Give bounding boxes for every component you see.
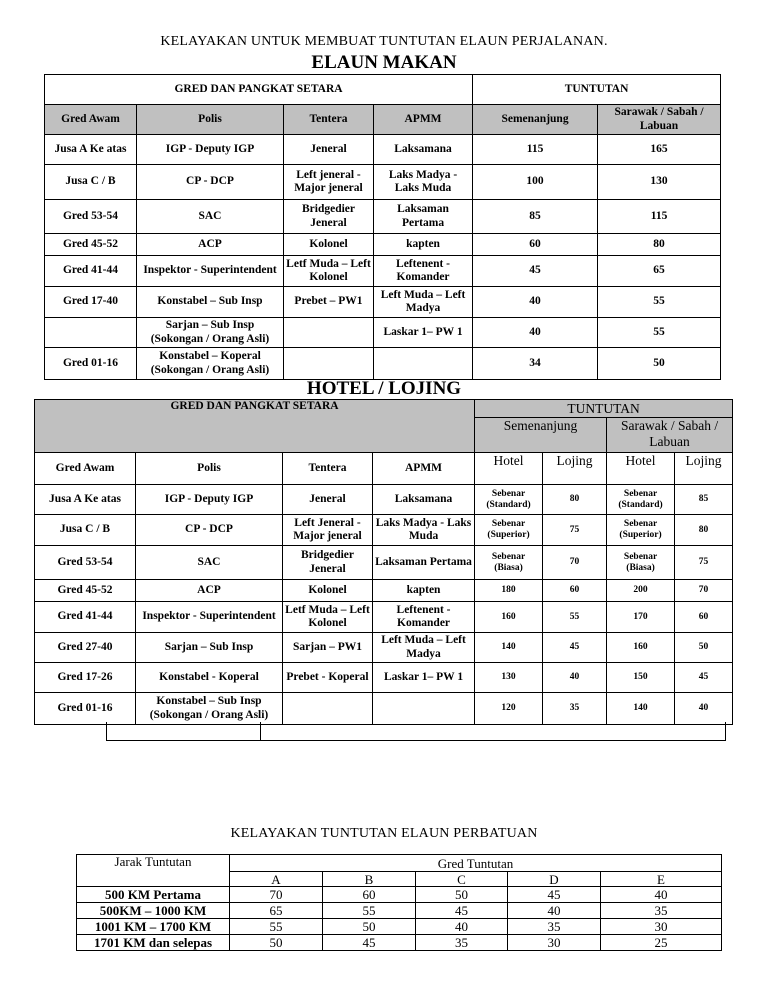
table-header-row: [35, 400, 733, 418]
column-header: Tentera: [284, 105, 374, 135]
table-cell: SAC: [137, 200, 284, 234]
table-row: [45, 135, 721, 165]
table-cell: 40: [601, 887, 722, 903]
table-cell: 35: [508, 919, 601, 935]
table-cell: Sebenar (Superior): [475, 515, 543, 546]
table-row: [45, 200, 721, 234]
table-cell: Laksaman Pertama: [373, 546, 475, 580]
table-row: [77, 935, 722, 951]
group-header: Gred Tuntutan: [230, 855, 722, 872]
table-cell: Sarjan – PW1: [283, 633, 373, 663]
table-cell: 115: [598, 200, 721, 234]
table-cell: Gred 17-40: [45, 287, 137, 318]
table-cell: Sebenar (Standard): [607, 485, 675, 515]
table-cell: [374, 348, 473, 380]
table-cell: 70: [230, 887, 323, 903]
table-header-row: [77, 855, 722, 872]
column-header: D: [508, 872, 601, 887]
table-cell: Laks Madya - Laks Muda: [373, 515, 475, 546]
table-cell: 35: [416, 935, 508, 951]
table-cell: Laskar 1– PW 1: [374, 318, 473, 348]
table-cell: 40: [675, 693, 733, 725]
document-title: KELAYAKAN UNTUK MEMBUAT TUNTUTAN ELAUN PERJALANAN.: [160, 34, 608, 49]
table-cell: Sebenar (Standard): [475, 485, 543, 515]
column-header: Tentera: [283, 453, 373, 485]
column-header: Hotel: [475, 453, 543, 485]
section-title-hotel-lojing: HOTEL / LOJING: [306, 378, 462, 399]
table-cell: Gred 45-52: [35, 580, 136, 602]
table-cell: Laskar 1– PW 1: [373, 663, 475, 693]
table-cell: 35: [601, 903, 722, 919]
table-cell: Left Muda – Left Madya: [373, 633, 475, 663]
table-cell: 115: [473, 135, 598, 165]
column-header: Polis: [136, 453, 283, 485]
table-cell: Prebet – PW1: [284, 287, 374, 318]
claim-header: TUNTUTAN: [473, 75, 721, 105]
table-cell: 170: [607, 602, 675, 633]
table-row: [35, 580, 733, 602]
table-row: [45, 287, 721, 318]
table-cell: 140: [607, 693, 675, 725]
table-cell: 55: [230, 919, 323, 935]
table-cell: 500KM – 1000 KM: [77, 903, 230, 919]
column-header: A: [230, 872, 323, 887]
column-header: Sarawak / Sabah / Labuan: [598, 105, 721, 135]
table-cell: 165: [598, 135, 721, 165]
table-cell: 60: [543, 580, 607, 602]
table-cell: 40: [508, 903, 601, 919]
table-cell: SAC: [136, 546, 283, 580]
table-cell: [283, 693, 373, 725]
table-cell: 100: [473, 165, 598, 200]
table-cell: 50: [416, 887, 508, 903]
table-cell: 50: [675, 633, 733, 663]
column-header: APMM: [374, 105, 473, 135]
table-cell: 180: [475, 580, 543, 602]
table-cell: Gred 41-44: [45, 256, 137, 287]
column-header: Lojing: [543, 453, 607, 485]
table-cell: 40: [473, 318, 598, 348]
table-cell: Sarjan – Sub Insp (Sokongan / Orang Asli): [137, 318, 284, 348]
table-cell: 130: [598, 165, 721, 200]
table-header-row: [45, 75, 721, 105]
table-cell: Jusa A Ke atas: [35, 485, 136, 515]
table-cell: Left Muda – Left Madya: [374, 287, 473, 318]
section-title-elaun-makan: ELAUN MAKAN: [311, 52, 457, 73]
column-header: B: [323, 872, 416, 887]
table-cell: 60: [323, 887, 416, 903]
table-cell: [284, 318, 374, 348]
table-cell: 1701 KM dan selepas: [77, 935, 230, 951]
hotel-lojing-table: [34, 399, 733, 725]
table-cell: [284, 348, 374, 380]
table-cell: 160: [607, 633, 675, 663]
table-cell: Konstabel – Koperal (Sokongan / Orang Asli): [137, 348, 284, 380]
table-cell: Letf Muda – Left Kolonel: [284, 256, 374, 287]
table-cell: IGP - Deputy IGP: [137, 135, 284, 165]
table-cell: Gred 27-40: [35, 633, 136, 663]
table-cell: ACP: [137, 234, 284, 256]
table-cell: 45: [473, 256, 598, 287]
table-row: [77, 903, 722, 919]
table-cell: 60: [473, 234, 598, 256]
column-header: Gred Awam: [45, 105, 137, 135]
table-cell: 40: [416, 919, 508, 935]
column-header: Gred Awam: [35, 453, 136, 485]
table-cell: [45, 318, 137, 348]
table-cell: Sarjan – Sub Insp: [136, 633, 283, 663]
table-cell: 75: [675, 546, 733, 580]
claim-header: TUNTUTAN: [475, 400, 733, 418]
table-cell: Gred 41-44: [35, 602, 136, 633]
table-cell: CP - DCP: [136, 515, 283, 546]
table-row: [35, 485, 733, 515]
table-row: [77, 887, 722, 903]
table-cell: 60: [675, 602, 733, 633]
column-header: Hotel: [607, 453, 675, 485]
region-header: Sarawak / Sabah / Labuan: [607, 418, 733, 453]
table-cell: IGP - Deputy IGP: [136, 485, 283, 515]
table-row: [35, 602, 733, 633]
table-cell: 140: [475, 633, 543, 663]
table-cell: Sebenar (Biasa): [475, 546, 543, 580]
section-title-perbatuan: KELAYAKAN TUNTUTAN ELAUN PERBATUAN: [230, 826, 538, 841]
table-cell: 65: [230, 903, 323, 919]
table-cell: Gred 45-52: [45, 234, 137, 256]
table-cell: Leftenent - Komander: [374, 256, 473, 287]
table-cell: [373, 693, 475, 725]
table-cell: 80: [543, 485, 607, 515]
table-cell: 70: [675, 580, 733, 602]
table-cell: 130: [475, 663, 543, 693]
column-header-row: [45, 105, 721, 135]
table-row: [35, 546, 733, 580]
table-cell: Gred 01-16: [35, 693, 136, 725]
table-cell: kapten: [374, 234, 473, 256]
elaun-makan-table: [44, 74, 721, 380]
column-header: Polis: [137, 105, 284, 135]
table-cell: Laksaman Pertama: [374, 200, 473, 234]
table-row: [35, 633, 733, 663]
table-cell: Jusa A Ke atas: [45, 135, 137, 165]
table-cell: 40: [473, 287, 598, 318]
column-header: Jarak Tuntutan: [77, 855, 230, 887]
table-cell: Kolonel: [283, 580, 373, 602]
table-cell: 150: [607, 663, 675, 693]
table-row: [35, 663, 733, 693]
table-cell: 160: [475, 602, 543, 633]
table-cell: 80: [598, 234, 721, 256]
table-cell: 55: [323, 903, 416, 919]
table-row: [45, 318, 721, 348]
table-cell: Konstabel - Koperal: [136, 663, 283, 693]
table-cell: 34: [473, 348, 598, 380]
table-cell: 35: [543, 693, 607, 725]
table-cell: 55: [598, 318, 721, 348]
table-row: [45, 234, 721, 256]
table-cell: Prebet - Koperal: [283, 663, 373, 693]
table-cell: Inspektor - Superintendent: [137, 256, 284, 287]
table-cell: Gred 01-16: [45, 348, 137, 380]
table-cell: Leftenent - Komander: [373, 602, 475, 633]
table-cell: 55: [598, 287, 721, 318]
table-cell: Left Jeneral - Major jeneral: [283, 515, 373, 546]
table-cell: CP - DCP: [137, 165, 284, 200]
table-cell: Bridgedier Jeneral: [283, 546, 373, 580]
table-cell: Left jeneral - Major jeneral: [284, 165, 374, 200]
table-cell: 30: [601, 919, 722, 935]
table-cell: 45: [675, 663, 733, 693]
table-cell: Jeneral: [284, 135, 374, 165]
table-row: [77, 919, 722, 935]
table-row: [45, 348, 721, 380]
table-cell: 75: [543, 515, 607, 546]
table-cell: Inspektor - Superintendent: [136, 602, 283, 633]
table-cell: Gred 53-54: [45, 200, 137, 234]
table-cell: 45: [508, 887, 601, 903]
region-header: Semenanjung: [475, 418, 607, 453]
table-cell: 1001 KM – 1700 KM: [77, 919, 230, 935]
table-cell: Jeneral: [283, 485, 373, 515]
table-cell: 85: [473, 200, 598, 234]
table-cell: 65: [598, 256, 721, 287]
column-header: Semenanjung: [473, 105, 598, 135]
table-cell: 50: [230, 935, 323, 951]
table-row: [45, 165, 721, 200]
table-cell: Konstabel – Sub Insp: [137, 287, 284, 318]
table-cell: 25: [601, 935, 722, 951]
table-cell: Sebenar (Superior): [607, 515, 675, 546]
table-cell: Gred 53-54: [35, 546, 136, 580]
table-cell: 120: [475, 693, 543, 725]
table-cell: Letf Muda – Left Kolonel: [283, 602, 373, 633]
group-header: GRED DAN PANGKAT SETARA: [45, 75, 473, 105]
column-header: Lojing: [675, 453, 733, 485]
column-header: APMM: [373, 453, 475, 485]
table-cell: 45: [543, 633, 607, 663]
table-cell: 500 KM Pertama: [77, 887, 230, 903]
table-cell: 70: [543, 546, 607, 580]
elaun-perbatuan-table: [76, 854, 722, 951]
table-cell: Sebenar (Biasa): [607, 546, 675, 580]
table-cell: 85: [675, 485, 733, 515]
table-cell: Jusa C / B: [45, 165, 137, 200]
table-cell: kapten: [373, 580, 475, 602]
table-cell: 50: [323, 919, 416, 935]
table-cell: Bridgedier Jeneral: [284, 200, 374, 234]
table-cell: Laksamana: [373, 485, 475, 515]
table-cell: 55: [543, 602, 607, 633]
table-cell: Gred 17-26: [35, 663, 136, 693]
table-row: [45, 256, 721, 287]
table-cell: Jusa C / B: [35, 515, 136, 546]
table-cell: 40: [543, 663, 607, 693]
column-header: E: [601, 872, 722, 887]
table-row: [35, 515, 733, 546]
table-cell: ACP: [136, 580, 283, 602]
table-cell: Laks Madya - Laks Muda: [374, 165, 473, 200]
column-header-row: [35, 453, 733, 485]
table-cell: Konstabel – Sub Insp (Sokongan / Orang Asli): [136, 693, 283, 725]
table-cell: 45: [323, 935, 416, 951]
table-cell: 50: [598, 348, 721, 380]
table-cell: Kolonel: [284, 234, 374, 256]
table-cell: 80: [675, 515, 733, 546]
table-row: [35, 693, 733, 725]
table-cell: Laksamana: [374, 135, 473, 165]
table-cell: 30: [508, 935, 601, 951]
group-header: GRED DAN PANGKAT SETARA: [35, 400, 475, 453]
table-cell: 45: [416, 903, 508, 919]
column-header: C: [416, 872, 508, 887]
table-cell: 200: [607, 580, 675, 602]
empty-table-strip-divider: [106, 722, 261, 740]
